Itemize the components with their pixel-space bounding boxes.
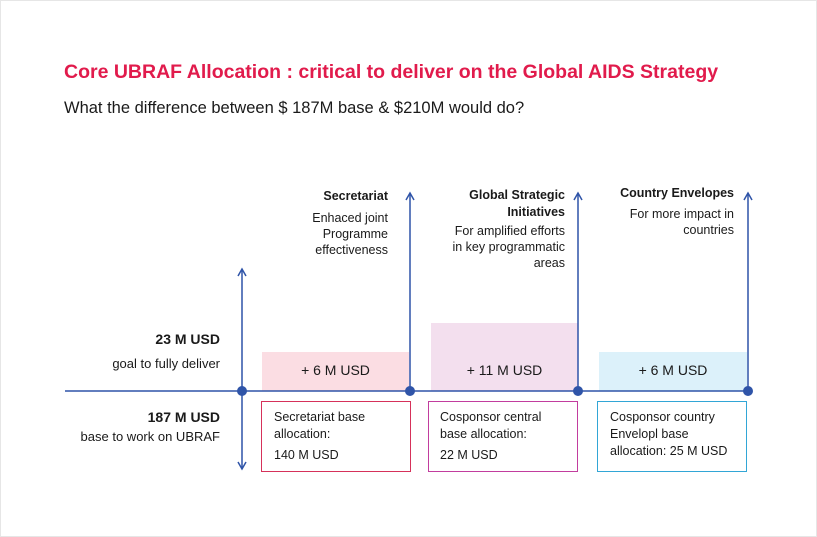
diagram-subtitle: What the difference between $ 187M base & $210M would do?	[64, 99, 525, 117]
secretariat-description: Enhaced joint Programme effectiveness	[312, 211, 388, 257]
global-strategic-increment: + 11 M USD	[466, 362, 543, 378]
axis-node-country-envelopes	[743, 386, 753, 396]
secretariat-increment: + 6 M USD	[301, 362, 370, 378]
axis-node-left	[237, 386, 247, 396]
axis-node-global-strategic	[573, 386, 583, 396]
diagram-title: Core UBRAF Allocation : critical to deliver on the Global AIDS Strategy	[64, 61, 719, 83]
base-text: base to work on UBRAF	[80, 429, 220, 444]
country-envelopes-increment: + 6 M USD	[638, 362, 708, 378]
country-envelopes-base-box: Cosponsor country Envelopl base allocation: 25 M USD	[597, 401, 747, 472]
axis-node-secretariat	[405, 386, 415, 396]
country-envelopes-heading: Country Envelopes	[620, 186, 734, 200]
goal-text: goal to fully deliver	[112, 356, 220, 371]
secretariat-base-box: Secretariat base allocation: 140 M USD	[261, 401, 411, 472]
global-strategic-heading: Global Strategic Initiatives	[469, 188, 565, 219]
global-strategic-base-box: Cosponsor central base allocation: 22 M USD	[428, 401, 578, 472]
secretariat-heading: Secretariat	[323, 189, 388, 203]
goal-amount: 23 M USD	[155, 331, 220, 347]
global-strategic-description: For amplified efforts in key programmatic areas	[452, 224, 565, 270]
country-envelopes-description: For more impact in countries	[629, 207, 734, 237]
base-amount: 187 M USD	[147, 409, 220, 425]
